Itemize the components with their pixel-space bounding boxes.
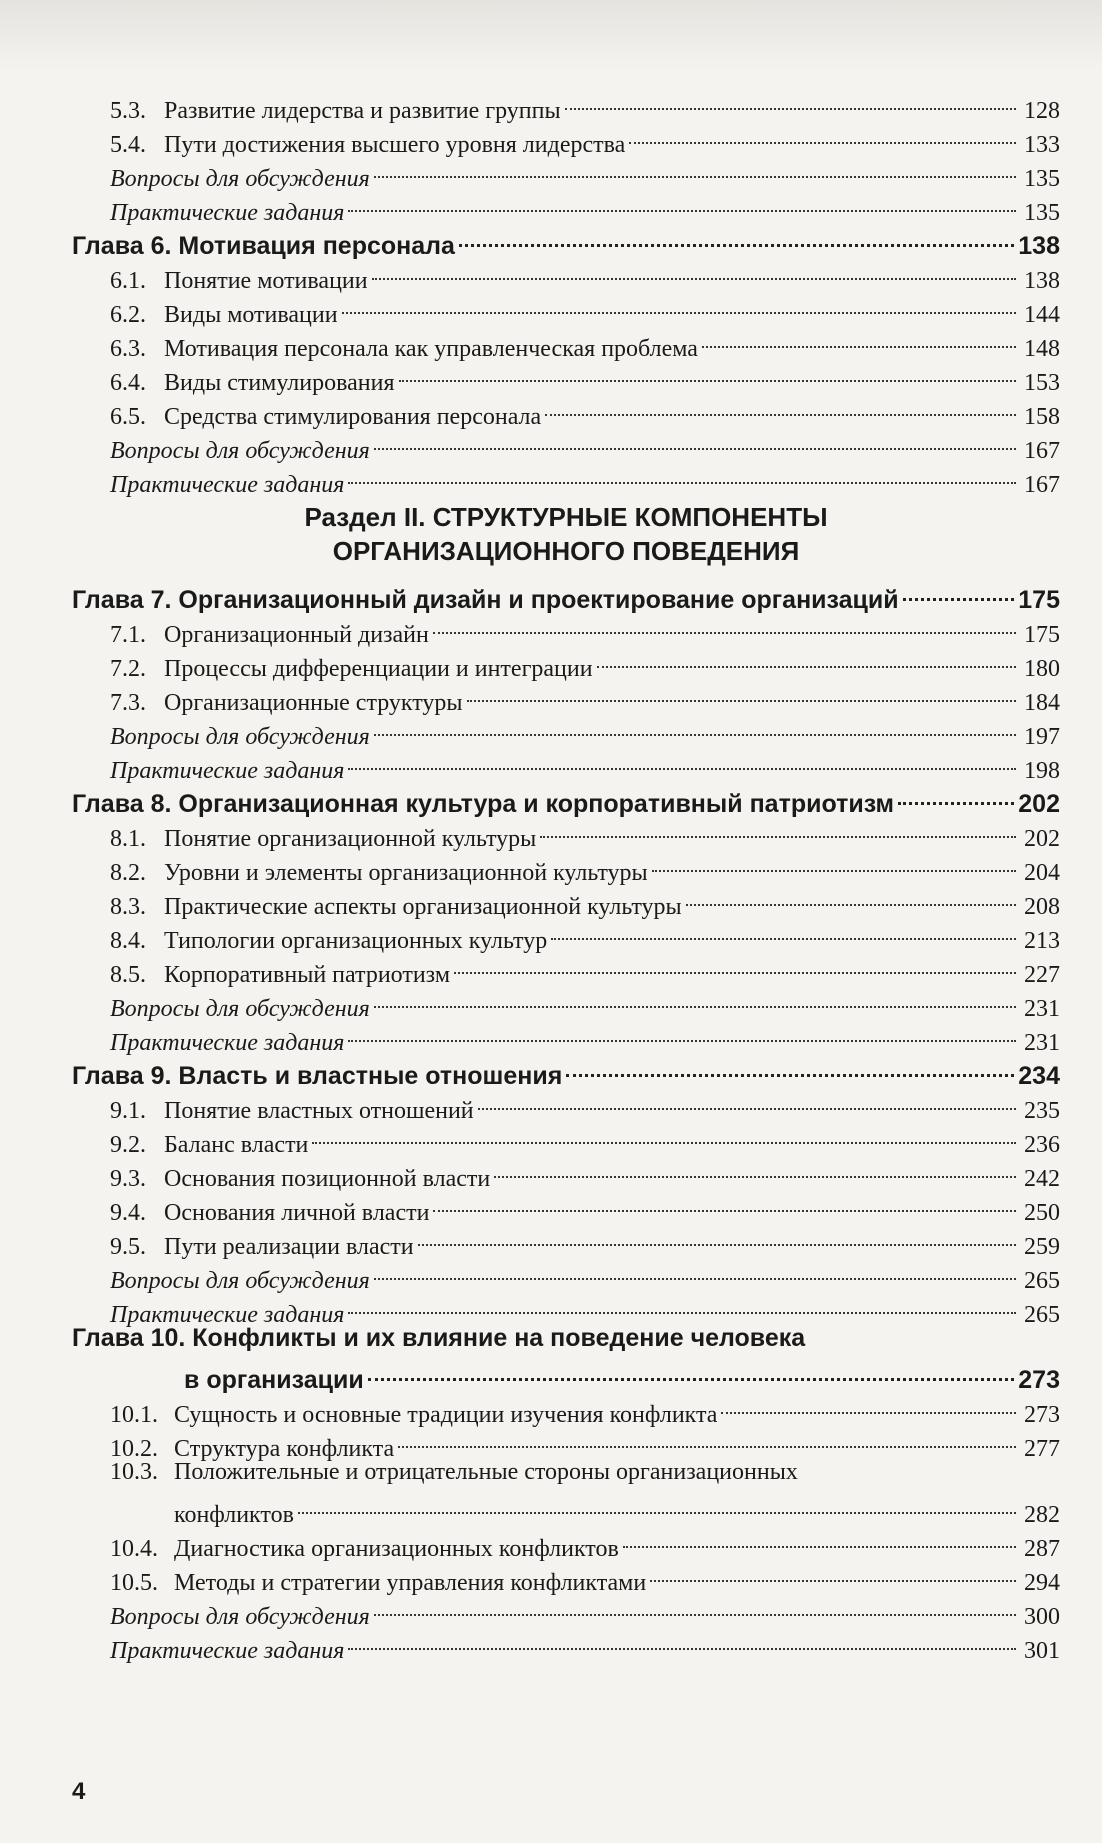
chapter-title: Глава 6. Мотивация персонала (72, 232, 455, 260)
entry-page: 144 (1024, 302, 1060, 328)
entry-page: 273 (1024, 1402, 1060, 1428)
dot-leader (565, 84, 1016, 118)
entry-title: Организационный дизайн (164, 622, 429, 648)
entry-number: 10.3. (110, 1459, 158, 1485)
dot-leader (597, 642, 1016, 676)
dot-leader (312, 1118, 1016, 1152)
entry-number: 6.1. (110, 268, 146, 294)
entry-number: 8.5. (110, 962, 146, 988)
dot-leader (374, 424, 1016, 458)
toc-entry-questions (72, 152, 1060, 192)
dot-leader (342, 288, 1016, 322)
entry-page: 208 (1024, 894, 1060, 920)
entry-title: Понятие властных отношений (164, 1098, 474, 1124)
chapter-title: Глава 8. Организационная культура и корпоративный патриотизм (72, 790, 895, 818)
entry-number: 7.3. (110, 690, 146, 716)
entry-page: 198 (1024, 758, 1060, 784)
part-heading-line1: Раздел II. СТРУКТУРНЫЕ КОМПОНЕНТЫ (304, 502, 828, 532)
dot-leader (374, 1590, 1016, 1624)
entry-title-continued: конфликтов (174, 1502, 294, 1528)
entry-title: Сущность и основные традиции изучения конфликта (174, 1402, 718, 1428)
toc-entry-questions (72, 1254, 1060, 1294)
toc-entry-tasks (72, 458, 1060, 498)
entry-title: Методы и стратегии управления конфликтами (174, 1570, 647, 1596)
entry-title: Понятие организационной культуры (164, 826, 537, 852)
dot-leader (721, 1388, 1016, 1422)
toc-entry (72, 1488, 1060, 1528)
entry-page: 301 (1024, 1638, 1060, 1664)
toc-entry-tasks (72, 744, 1060, 784)
entry-page: 153 (1024, 370, 1060, 396)
dot-leader (433, 608, 1016, 642)
part-heading (72, 500, 1060, 568)
entry-page: 227 (1024, 962, 1060, 988)
dot-leader (348, 186, 1016, 220)
toc-chapter-10 (72, 1354, 1060, 1394)
dot-leader (652, 846, 1016, 880)
dot-leader (545, 390, 1016, 424)
toc-entry-tasks (72, 1624, 1060, 1664)
chapter-page: 234 (1018, 1062, 1060, 1090)
entry-title: Вопросы для обсуждения (110, 996, 370, 1022)
dot-leader (374, 1254, 1016, 1288)
entry-number: 8.4. (110, 928, 146, 954)
toc-entry (72, 1118, 1060, 1158)
dot-leader (348, 458, 1016, 492)
toc-entry (72, 1084, 1060, 1124)
entry-number: 10.2. (110, 1436, 158, 1462)
dot-leader (898, 778, 1014, 812)
chapter-title: в организации (184, 1366, 364, 1394)
entry-title: Понятие мотивации (164, 268, 368, 294)
entry-page: 265 (1024, 1302, 1060, 1328)
chapter-page: 138 (1018, 232, 1060, 260)
toc-chapter-8 (72, 778, 1060, 818)
dot-leader (374, 982, 1016, 1016)
chapter-page: 202 (1018, 790, 1060, 818)
entry-title: Средства стимулирования персонала (164, 404, 542, 430)
entry-title: Мотивация персонала как управленческая проблема (164, 336, 698, 362)
dot-leader (348, 1624, 1016, 1658)
entry-number: 5.4. (110, 132, 146, 158)
entry-title: Виды стимулирования (164, 370, 395, 396)
entry-title: Пути реализации власти (164, 1234, 414, 1260)
dot-leader (433, 1186, 1016, 1220)
dot-leader (494, 1152, 1016, 1186)
dot-leader (348, 744, 1016, 778)
entry-title: Баланс власти (164, 1132, 309, 1158)
entry-page: 265 (1024, 1268, 1060, 1294)
entry-title: Практические задания (110, 758, 345, 784)
entry-page: 175 (1024, 622, 1060, 648)
entry-title: Практические задания (110, 1302, 345, 1328)
toc-entry (72, 1422, 1060, 1462)
chapter-title: Глава 9. Власть и властные отношения (72, 1062, 563, 1090)
page-top-shadow (0, 0, 1102, 70)
entry-number: 6.4. (110, 370, 146, 396)
entry-page: 250 (1024, 1200, 1060, 1226)
entry-page: 259 (1024, 1234, 1060, 1260)
toc-entry (72, 84, 1060, 124)
entry-page: 236 (1024, 1132, 1060, 1158)
toc-entry (72, 254, 1060, 294)
toc-entry (72, 676, 1060, 716)
toc-chapter-6 (72, 220, 1060, 260)
entry-number: 10.4. (110, 1536, 158, 1562)
dot-leader (459, 220, 1014, 254)
entry-page: 242 (1024, 1166, 1060, 1192)
dot-leader (348, 1288, 1016, 1322)
entry-number: 6.2. (110, 302, 146, 328)
entry-number: 9.4. (110, 1200, 146, 1226)
entry-page: 133 (1024, 132, 1060, 158)
entry-number: 9.3. (110, 1166, 146, 1192)
toc-entry (72, 1220, 1060, 1260)
entry-number: 9.1. (110, 1098, 146, 1124)
dot-leader (398, 1422, 1016, 1456)
dot-leader (551, 914, 1016, 948)
toc-entry-questions (72, 1590, 1060, 1630)
entry-title: Вопросы для обсуждения (110, 724, 370, 750)
dot-leader (478, 1084, 1016, 1118)
entry-page: 180 (1024, 656, 1060, 682)
entry-title: Структура конфликта (174, 1436, 395, 1462)
toc-entry (72, 288, 1060, 328)
entry-title: Практические задания (110, 200, 345, 226)
entry-number: 5.3. (110, 98, 146, 124)
dot-leader (650, 1556, 1016, 1590)
toc-entry-tasks (72, 1288, 1060, 1328)
entry-page: 158 (1024, 404, 1060, 430)
entry-page: 135 (1024, 200, 1060, 226)
toc-entry (72, 1186, 1060, 1226)
entry-number: 8.2. (110, 860, 146, 886)
toc-entry (72, 608, 1060, 648)
entry-page: 282 (1024, 1502, 1060, 1528)
toc-entry-tasks (72, 186, 1060, 226)
entry-number: 9.2. (110, 1132, 146, 1158)
toc-entry (72, 1522, 1060, 1562)
entry-title: Основания личной власти (164, 1200, 430, 1226)
toc-entry-questions (72, 710, 1060, 750)
toc-entry-tasks (72, 1016, 1060, 1056)
entry-title: Практические задания (110, 1030, 345, 1056)
table-of-contents (72, 84, 1060, 1664)
toc-entry (72, 322, 1060, 362)
toc-entry (72, 118, 1060, 158)
entry-title: Развитие лидерства и развитие группы (164, 98, 561, 124)
entry-page: 148 (1024, 336, 1060, 362)
entry-title: Вопросы для обсуждения (110, 438, 370, 464)
entry-title: Практические задания (110, 1638, 345, 1664)
entry-page: 167 (1024, 438, 1060, 464)
toc-entry (72, 1556, 1060, 1596)
entry-page: 231 (1024, 996, 1060, 1022)
dot-leader (374, 710, 1016, 744)
dot-leader (298, 1488, 1016, 1522)
entry-page: 294 (1024, 1570, 1060, 1596)
toc-chapter-10-line1: Глава 10. Конфликты и их влияние на поведение человека (72, 1324, 806, 1352)
entry-page: 138 (1024, 268, 1060, 294)
entry-number: 7.2. (110, 656, 146, 682)
chapter-page: 175 (1018, 586, 1060, 614)
entry-page: 197 (1024, 724, 1060, 750)
dot-leader (467, 676, 1016, 710)
entry-title: Практические аспекты организационной культуры (164, 894, 682, 920)
entry-title: Основания позиционной власти (164, 1166, 491, 1192)
toc-entry (72, 642, 1060, 682)
toc-entry-questions (72, 424, 1060, 464)
toc-entry (72, 356, 1060, 396)
dot-leader (372, 254, 1016, 288)
dot-leader (348, 1016, 1016, 1050)
entry-page: 287 (1024, 1536, 1060, 1562)
dot-leader (702, 322, 1016, 356)
dot-leader (418, 1220, 1016, 1254)
entry-page: 184 (1024, 690, 1060, 716)
toc-entry (72, 914, 1060, 954)
entry-title: Вопросы для обсуждения (110, 166, 370, 192)
entry-page: 300 (1024, 1604, 1060, 1630)
dot-leader (686, 880, 1016, 914)
dot-leader (540, 812, 1016, 846)
entry-page: 277 (1024, 1436, 1060, 1462)
entry-page: 135 (1024, 166, 1060, 192)
entry-title: Организационные структуры (164, 690, 463, 716)
entry-page: 231 (1024, 1030, 1060, 1056)
chapter-page: 273 (1018, 1366, 1060, 1394)
dot-leader (454, 948, 1016, 982)
dot-leader (629, 118, 1016, 152)
entry-number: 6.3. (110, 336, 146, 362)
page-number: 4 (72, 1778, 86, 1805)
dot-leader (399, 356, 1016, 390)
toc-entry-questions (72, 982, 1060, 1022)
entry-number: 8.3. (110, 894, 146, 920)
dot-leader (903, 574, 1015, 608)
toc-entry (72, 812, 1060, 852)
toc-chapter-9 (72, 1050, 1060, 1090)
entry-title: Вопросы для обсуждения (110, 1604, 370, 1630)
entry-page: 128 (1024, 98, 1060, 124)
entry-title: Вопросы для обсуждения (110, 1268, 370, 1294)
entry-number: 10.1. (110, 1402, 158, 1428)
entry-page: 204 (1024, 860, 1060, 886)
entry-title: Практические задания (110, 472, 345, 498)
toc-entry (72, 1388, 1060, 1428)
toc-entry (72, 880, 1060, 920)
dot-leader (374, 152, 1016, 186)
toc-entry (72, 846, 1060, 886)
toc-entry (72, 948, 1060, 988)
entry-title: Типологии организационных культур (164, 928, 548, 954)
entry-title: Виды мотивации (164, 302, 338, 328)
entry-number: 7.1. (110, 622, 146, 648)
entry-page: 235 (1024, 1098, 1060, 1124)
entry-number: 8.1. (110, 826, 146, 852)
entry-title: Корпоративный патриотизм (164, 962, 451, 988)
toc-entry (72, 1152, 1060, 1192)
entry-page: 202 (1024, 826, 1060, 852)
dot-leader (566, 1050, 1014, 1084)
entry-title: Положительные и отрицательные стороны организационных (174, 1459, 798, 1485)
entry-number: 9.5. (110, 1234, 146, 1260)
part-heading-line2: ОРГАНИЗАЦИОННОГО ПОВЕДЕНИЯ (332, 536, 800, 566)
chapter-title: Глава 7. Организационный дизайн и проектирование организаций (72, 586, 899, 614)
entry-title: Процессы дифференциации и интеграции (164, 656, 593, 682)
entry-number: 10.5. (110, 1570, 158, 1596)
toc-chapter-7 (72, 574, 1060, 614)
entry-page: 213 (1024, 928, 1060, 954)
toc-entry (72, 390, 1060, 430)
entry-title: Диагностика организационных конфликтов (174, 1536, 619, 1562)
dot-leader (368, 1354, 1015, 1388)
dot-leader (623, 1522, 1016, 1556)
entry-title: Пути достижения высшего уровня лидерства (164, 132, 626, 158)
entry-page: 167 (1024, 472, 1060, 498)
entry-number: 6.5. (110, 404, 146, 430)
entry-title: Уровни и элементы организационной культуры (164, 860, 648, 886)
